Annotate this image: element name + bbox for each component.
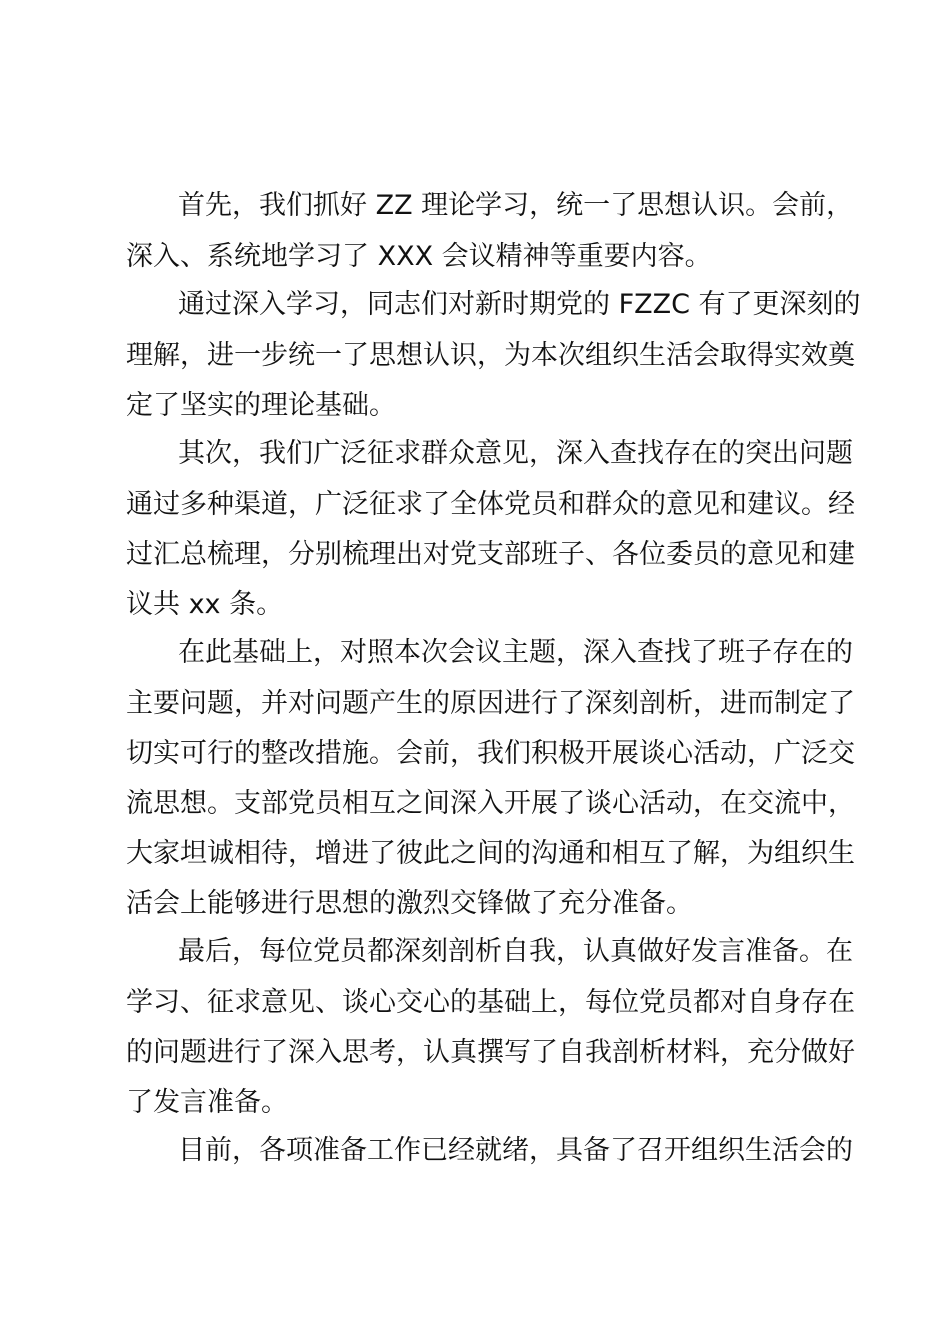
text-line: 主要问题，并对问题产生的原因进行了深刻剖析，进而制定了 bbox=[126, 688, 855, 719]
text-line: 通过多种渠道，广泛征求了全体党员和群众的意见和建议。经 bbox=[126, 489, 855, 520]
text-line: 切实可行的整改措施。会前，我们积极开展谈心活动，广泛交 bbox=[126, 738, 855, 769]
text-line: 活会上能够进行思想的激烈交锋做了充分准备。 bbox=[126, 888, 693, 919]
text-line: 议共 xx 条。 bbox=[126, 589, 284, 620]
text-line: 流思想。支部党员相互之间深入开展了谈心活动，在交流中， bbox=[126, 788, 855, 819]
text-line: 通过深入学习，同志们对新时期党的 FZZC 有了更深刻的 bbox=[178, 289, 861, 320]
text-line: 在此基础上，对照本次会议主题，深入查找了班子存在的 bbox=[178, 637, 853, 668]
text-line: 定了坚实的理论基础。 bbox=[126, 390, 396, 421]
text-line: 的问题进行了深入思考，认真撰写了自我剖析材料，充分做好 bbox=[126, 1037, 855, 1068]
text-line: 首先，我们抓好 ZZ 理论学习，统一了思想认识。会前， bbox=[178, 190, 854, 221]
text-line: 了发言准备。 bbox=[126, 1087, 288, 1118]
text-line: 学习、征求意见、谈心交心的基础上，每位党员都对自身存在 bbox=[126, 987, 855, 1018]
text-line: 过汇总梳理，分别梳理出对党支部班子、各位委员的意见和建 bbox=[126, 539, 855, 570]
text-line: 理解，进一步统一了思想认识，为本次组织生活会取得实效奠 bbox=[126, 340, 855, 371]
text-line: 其次，我们广泛征求群众意见，深入查找存在的突出问题 bbox=[178, 438, 853, 469]
text-line: 大家坦诚相待，增进了彼此之间的沟通和相互了解，为组织生 bbox=[126, 838, 855, 869]
text-line: 目前，各项准备工作已经就绪，具备了召开组织生活会的 bbox=[178, 1135, 853, 1166]
text-line: 深入、系统地学习了 XXX 会议精神等重要内容。 bbox=[126, 241, 712, 272]
text-line: 最后，每位党员都深刻剖析自我，认真做好发言准备。在 bbox=[178, 936, 853, 967]
